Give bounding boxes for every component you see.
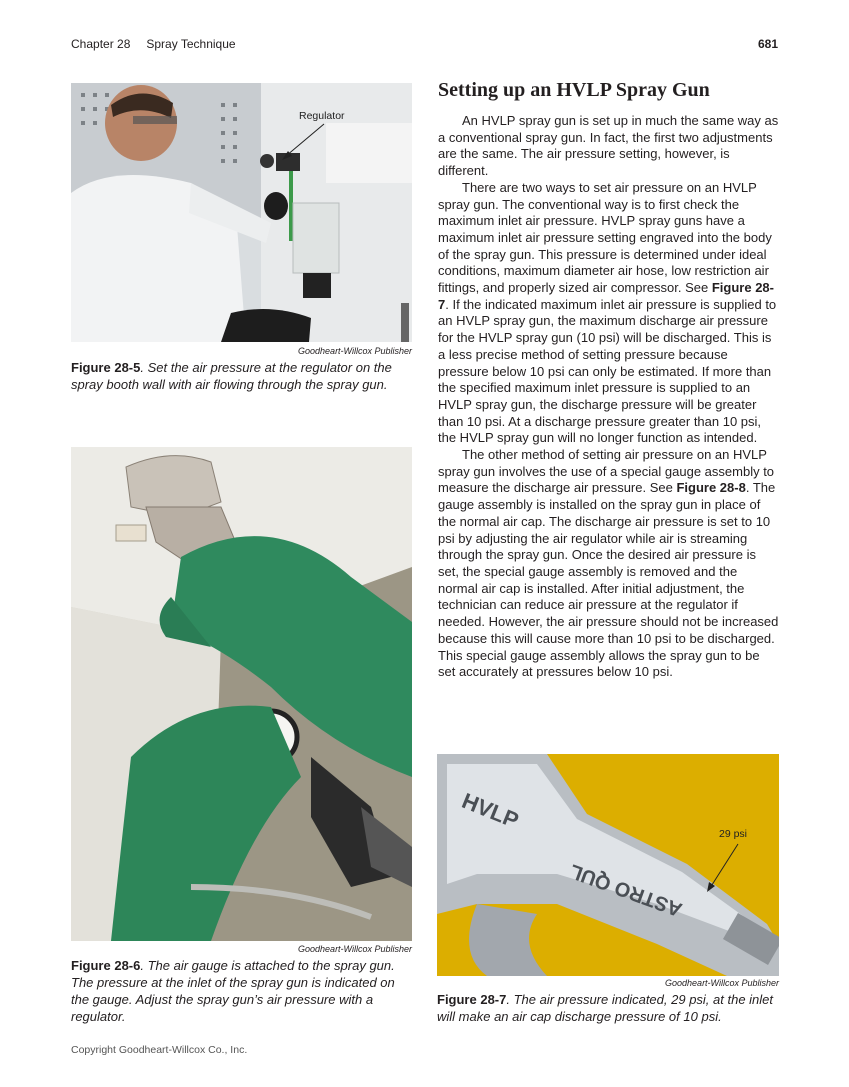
chapter-label: Chapter 28 xyxy=(71,37,131,51)
running-header xyxy=(71,37,236,51)
paragraph-2-part-a: There are two ways to set air pressure on an HVLP spray gun. The conventional way is to first check the maximum inlet air pressure. HVLP spray guns have a maximum inlet air pressure setting engraved into the body of the spray gun. This pressure is determined under ideal conditions, maximum diameter air hose, low restriction air fittings, and properly sized air compressor. See xyxy=(438,179,772,296)
figure-28-5-credit: Goodheart-Willcox Publisher xyxy=(298,346,412,356)
figure-28-7-reference: Figure 28-7 xyxy=(438,280,774,312)
figure-28-5-caption: Figure 28-5. Set the air pressure at the regulator on the spray booth wall with air flowing through the spray gun. xyxy=(71,360,392,392)
figure-28-7-credit: Goodheart-Willcox Publisher xyxy=(665,978,779,988)
paragraph-2-part-b: . If the indicated maximum inlet air pressure is supplied to an HVLP spray gun, the maximum discharge air pressure for the HVLP spray gun (10 psi) will be discharged. This is a less precise method of setting pressure because pressure below 10 psi can only be estimated. If more than the specified maximum inlet pressure is supplied to an HVLP spray gun, the discharge pressure will be greater than 10 psi. At a discharge pressure greater than 10 psi, the HVLP spray gun will no longer function as intended. xyxy=(438,296,777,446)
chapter-title: Spray Technique xyxy=(146,37,236,51)
regulator-label: Regulator xyxy=(299,110,345,122)
figure-28-6-caption: Figure 28-6. The air gauge is attached to the spray gun. The pressure at the inlet of the spray gun is indicated on the gauge. Adjust the spray gun’s air pressure with a regulator. xyxy=(71,958,395,1024)
copyright-footer: Copyright Goodheart-Willcox Co., Inc. xyxy=(71,1044,248,1056)
figure-28-8-reference: Figure 28-8 xyxy=(676,480,746,496)
figure-28-5-number: Figure 28-5 xyxy=(71,360,141,375)
paragraph-2 xyxy=(438,180,780,447)
gun-engraving-hvlp: HVLP xyxy=(458,787,523,834)
paragraph-3-part-a: The other method of setting air pressure on an HVLP spray gun involves the use of a special gauge assembly to measure the discharge air pressure. See xyxy=(438,447,775,496)
paragraph-1: An HVLP spray gun is set up in much the same way as a conventional spray gun. In fact, the first two adjustments are the same. The air pressure setting, however, is different. xyxy=(438,113,779,179)
body-text xyxy=(438,113,780,681)
paragraph-3 xyxy=(438,447,780,681)
gun-engraving-brand: ASTRO QUL xyxy=(566,859,686,921)
figure-28-6-credit: Goodheart-Willcox Publisher xyxy=(298,944,412,954)
page-number: 681 xyxy=(757,37,778,51)
figure-28-6-photo xyxy=(71,447,412,941)
figure-28-6-number: Figure 28-6 xyxy=(71,958,141,973)
figure-28-5-caption-text: Set the air pressure at the regulator on the spray booth wall with air flowing through the spray gun. xyxy=(71,360,392,392)
figure-28-7-caption: Figure 28-7. The air pressure indicated, 29 psi, at the inlet will make an air cap discharge pressure of 10 psi. xyxy=(437,992,774,1024)
paragraph-3-part-b: . The gauge assembly is installed on the spray gun in place of the normal air cap. The discharge air pressure is set to 10 psi by adjusting the air regulator while air is streaming through the spray gun. Once the desired air pressure is set, the special gauge assembly is removed and the normal air cap is installed. After initial adjustment, the technician can reduce air pressure at the regulator if needed. However, the air pressure should not be increased because this will cause more than 10 psi to be discharged. This special gauge assembly allows the spray gun to be set accurately at pressures below 10 psi. xyxy=(438,480,779,680)
section-title: Setting up an HVLP Spray Gun xyxy=(438,79,710,101)
figure-28-6-caption-text: The air gauge is attached to the spray gun. The pressure at the inlet of the spray gun is indicated on the gauge. Adjust the spray gun’s air pressure with a regulator. xyxy=(71,958,395,1024)
29-psi-arrow xyxy=(704,842,744,894)
figure-28-7-caption-text: The air pressure indicated, 29 psi, at the inlet will make an air cap discharge pressure of 10 psi. xyxy=(437,992,774,1024)
figure-28-5-photo xyxy=(71,83,412,342)
figure-28-7-number: Figure 28-7 xyxy=(437,992,507,1007)
29-psi-label: 29 psi xyxy=(719,828,748,840)
regulator-arrow xyxy=(278,120,328,162)
